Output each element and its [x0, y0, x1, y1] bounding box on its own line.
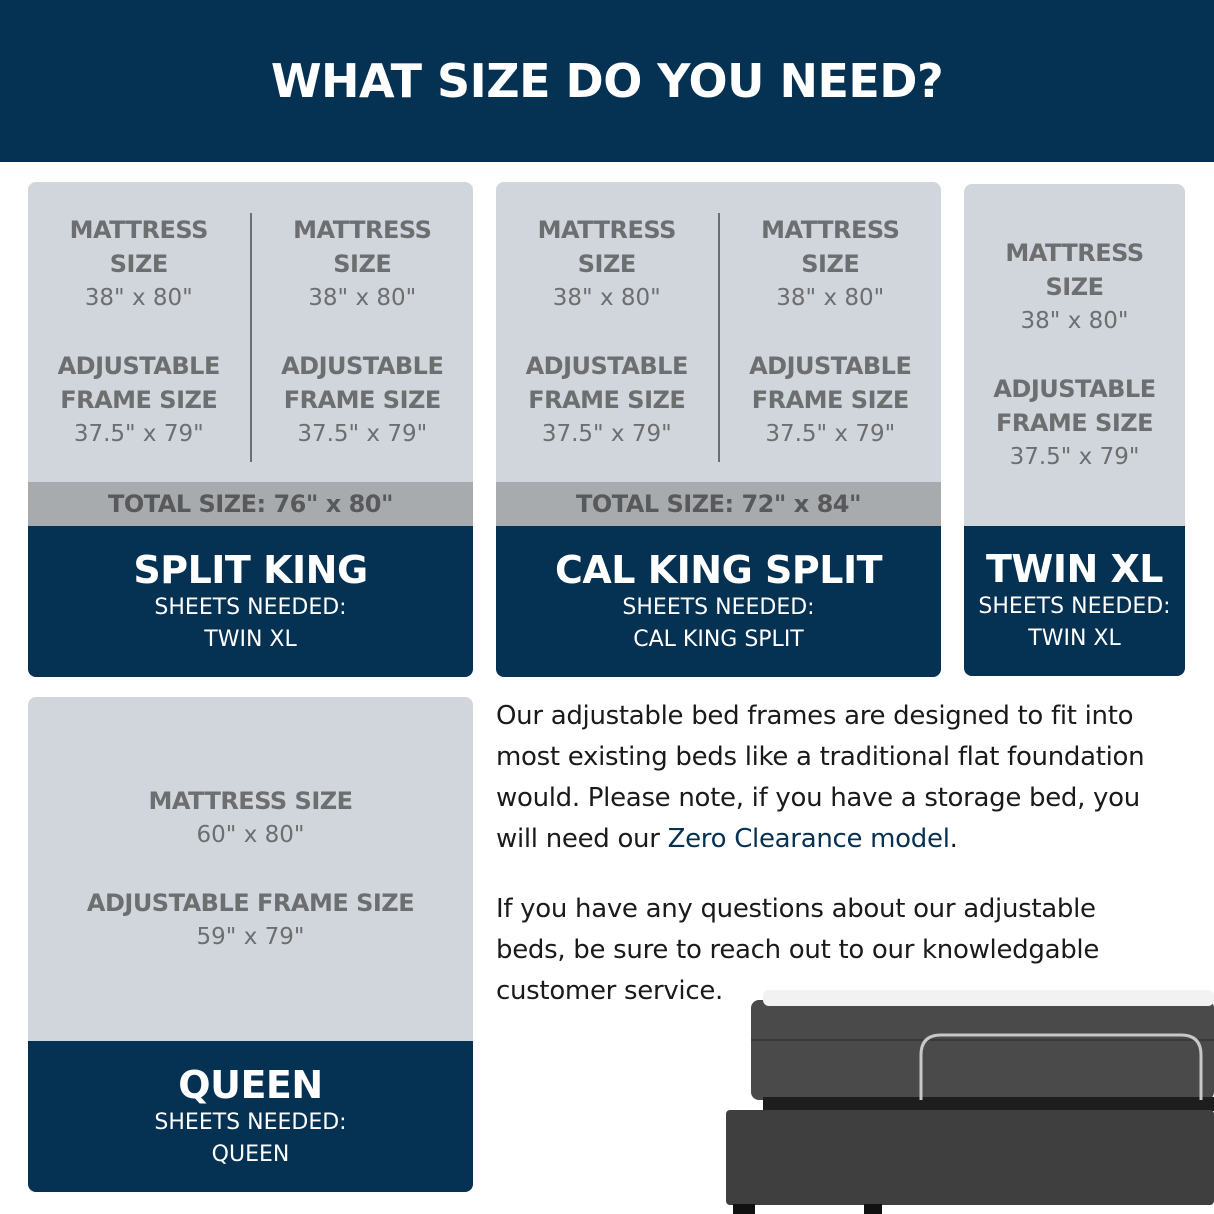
right-half — [252, 182, 474, 482]
mattress-label: MATTRESS — [537, 216, 676, 244]
left-half — [496, 182, 718, 482]
sheets-label: SHEETS NEEDED: — [978, 594, 1171, 619]
total-size: TOTAL SIZE: 72" x 84" — [496, 482, 941, 526]
info-text: . — [949, 824, 958, 854]
page-title: WHAT SIZE DO YOU NEED? — [270, 54, 944, 108]
sheets-label: SHEETS NEEDED: — [154, 1109, 347, 1135]
frame-label: ADJUSTABLE — [749, 352, 912, 380]
sheets-label: SHEETS NEEDED: — [622, 594, 815, 620]
size-name-panel — [28, 1041, 473, 1192]
size-name: TWIN XL — [985, 547, 1164, 591]
total-size: TOTAL SIZE: 76" x 80" — [28, 482, 473, 526]
frame-label: FRAME SIZE — [751, 386, 909, 414]
frame-label: ADJUSTABLE — [525, 352, 688, 380]
mattress-size: 60" x 80" — [196, 822, 305, 848]
sheets-needed: TWIN XL — [204, 626, 297, 652]
contact-paragraph: If you have any questions about our adjustable beds, be sure to reach out to our knowledgable customer service. — [496, 894, 1100, 1006]
mattress-size: 38" x 80" — [1020, 308, 1129, 334]
frame-size: 37.5" x 79" — [1009, 444, 1140, 470]
mattress-label: SIZE — [109, 250, 168, 278]
mattress-size: 38" x 80" — [776, 285, 885, 311]
twin-xl-card — [964, 184, 1185, 676]
frame-size: 59" x 79" — [196, 924, 305, 950]
frame-label: ADJUSTABLE — [993, 375, 1156, 403]
size-name-panel — [28, 526, 473, 677]
sheets-needed: CAL KING SPLIT — [633, 626, 804, 652]
sheets-label: SHEETS NEEDED: — [154, 594, 347, 620]
sheets-needed: TWIN XL — [1028, 626, 1121, 651]
mattress-size: 38" x 80" — [552, 285, 661, 311]
frame-label: FRAME SIZE — [528, 386, 686, 414]
size-name-panel — [496, 526, 941, 677]
single-column — [28, 697, 473, 1041]
info-text: Our adjustable bed frames are designed to fit into most existing beds like a traditional flat foundation would. Please note, if you have a storage bed, you will need our — [496, 701, 1145, 854]
mattress-label: SIZE — [1045, 273, 1104, 301]
mattress-label: SIZE — [801, 250, 860, 278]
queen-card — [28, 697, 473, 1192]
mattress-label: MATTRESS — [761, 216, 900, 244]
header-banner — [0, 0, 1214, 162]
frame-label: ADJUSTABLE — [57, 352, 220, 380]
mattress-size: 38" x 80" — [84, 285, 193, 311]
sheets-needed: QUEEN — [211, 1141, 290, 1167]
adjustable-bed-image — [723, 985, 1214, 1214]
zero-clearance-link[interactable]: Zero Clearance model — [667, 824, 950, 854]
frame-size: 37.5" x 79" — [765, 421, 896, 447]
size-name: SPLIT KING — [133, 547, 368, 592]
mattress-size: 38" x 80" — [308, 285, 417, 311]
single-column — [964, 184, 1185, 526]
mattress-label: SIZE — [577, 250, 636, 278]
frame-size: 37.5" x 79" — [541, 421, 672, 447]
mattress-label: MATTRESS — [69, 216, 208, 244]
frame-label: FRAME SIZE — [60, 386, 218, 414]
frame-label: ADJUSTABLE — [281, 352, 444, 380]
frame-label: ADJUSTABLE FRAME SIZE — [86, 889, 415, 917]
frame-size: 37.5" x 79" — [297, 421, 428, 447]
info-paragraph — [496, 696, 1176, 860]
size-name-panel — [964, 526, 1185, 676]
mattress-label: SIZE — [333, 250, 392, 278]
right-half — [720, 182, 942, 482]
mattress-label: MATTRESS SIZE — [148, 787, 353, 815]
frame-label: FRAME SIZE — [283, 386, 441, 414]
frame-size: 37.5" x 79" — [73, 421, 204, 447]
frame-label: FRAME SIZE — [995, 409, 1154, 437]
mattress-label: MATTRESS — [293, 216, 432, 244]
cal-king-split-card — [496, 182, 941, 677]
size-name: CAL KING SPLIT — [554, 547, 883, 592]
size-name: QUEEN — [178, 1062, 323, 1107]
split-king-card — [28, 182, 473, 677]
left-half — [28, 182, 250, 482]
mattress-label: MATTRESS — [1005, 239, 1144, 267]
